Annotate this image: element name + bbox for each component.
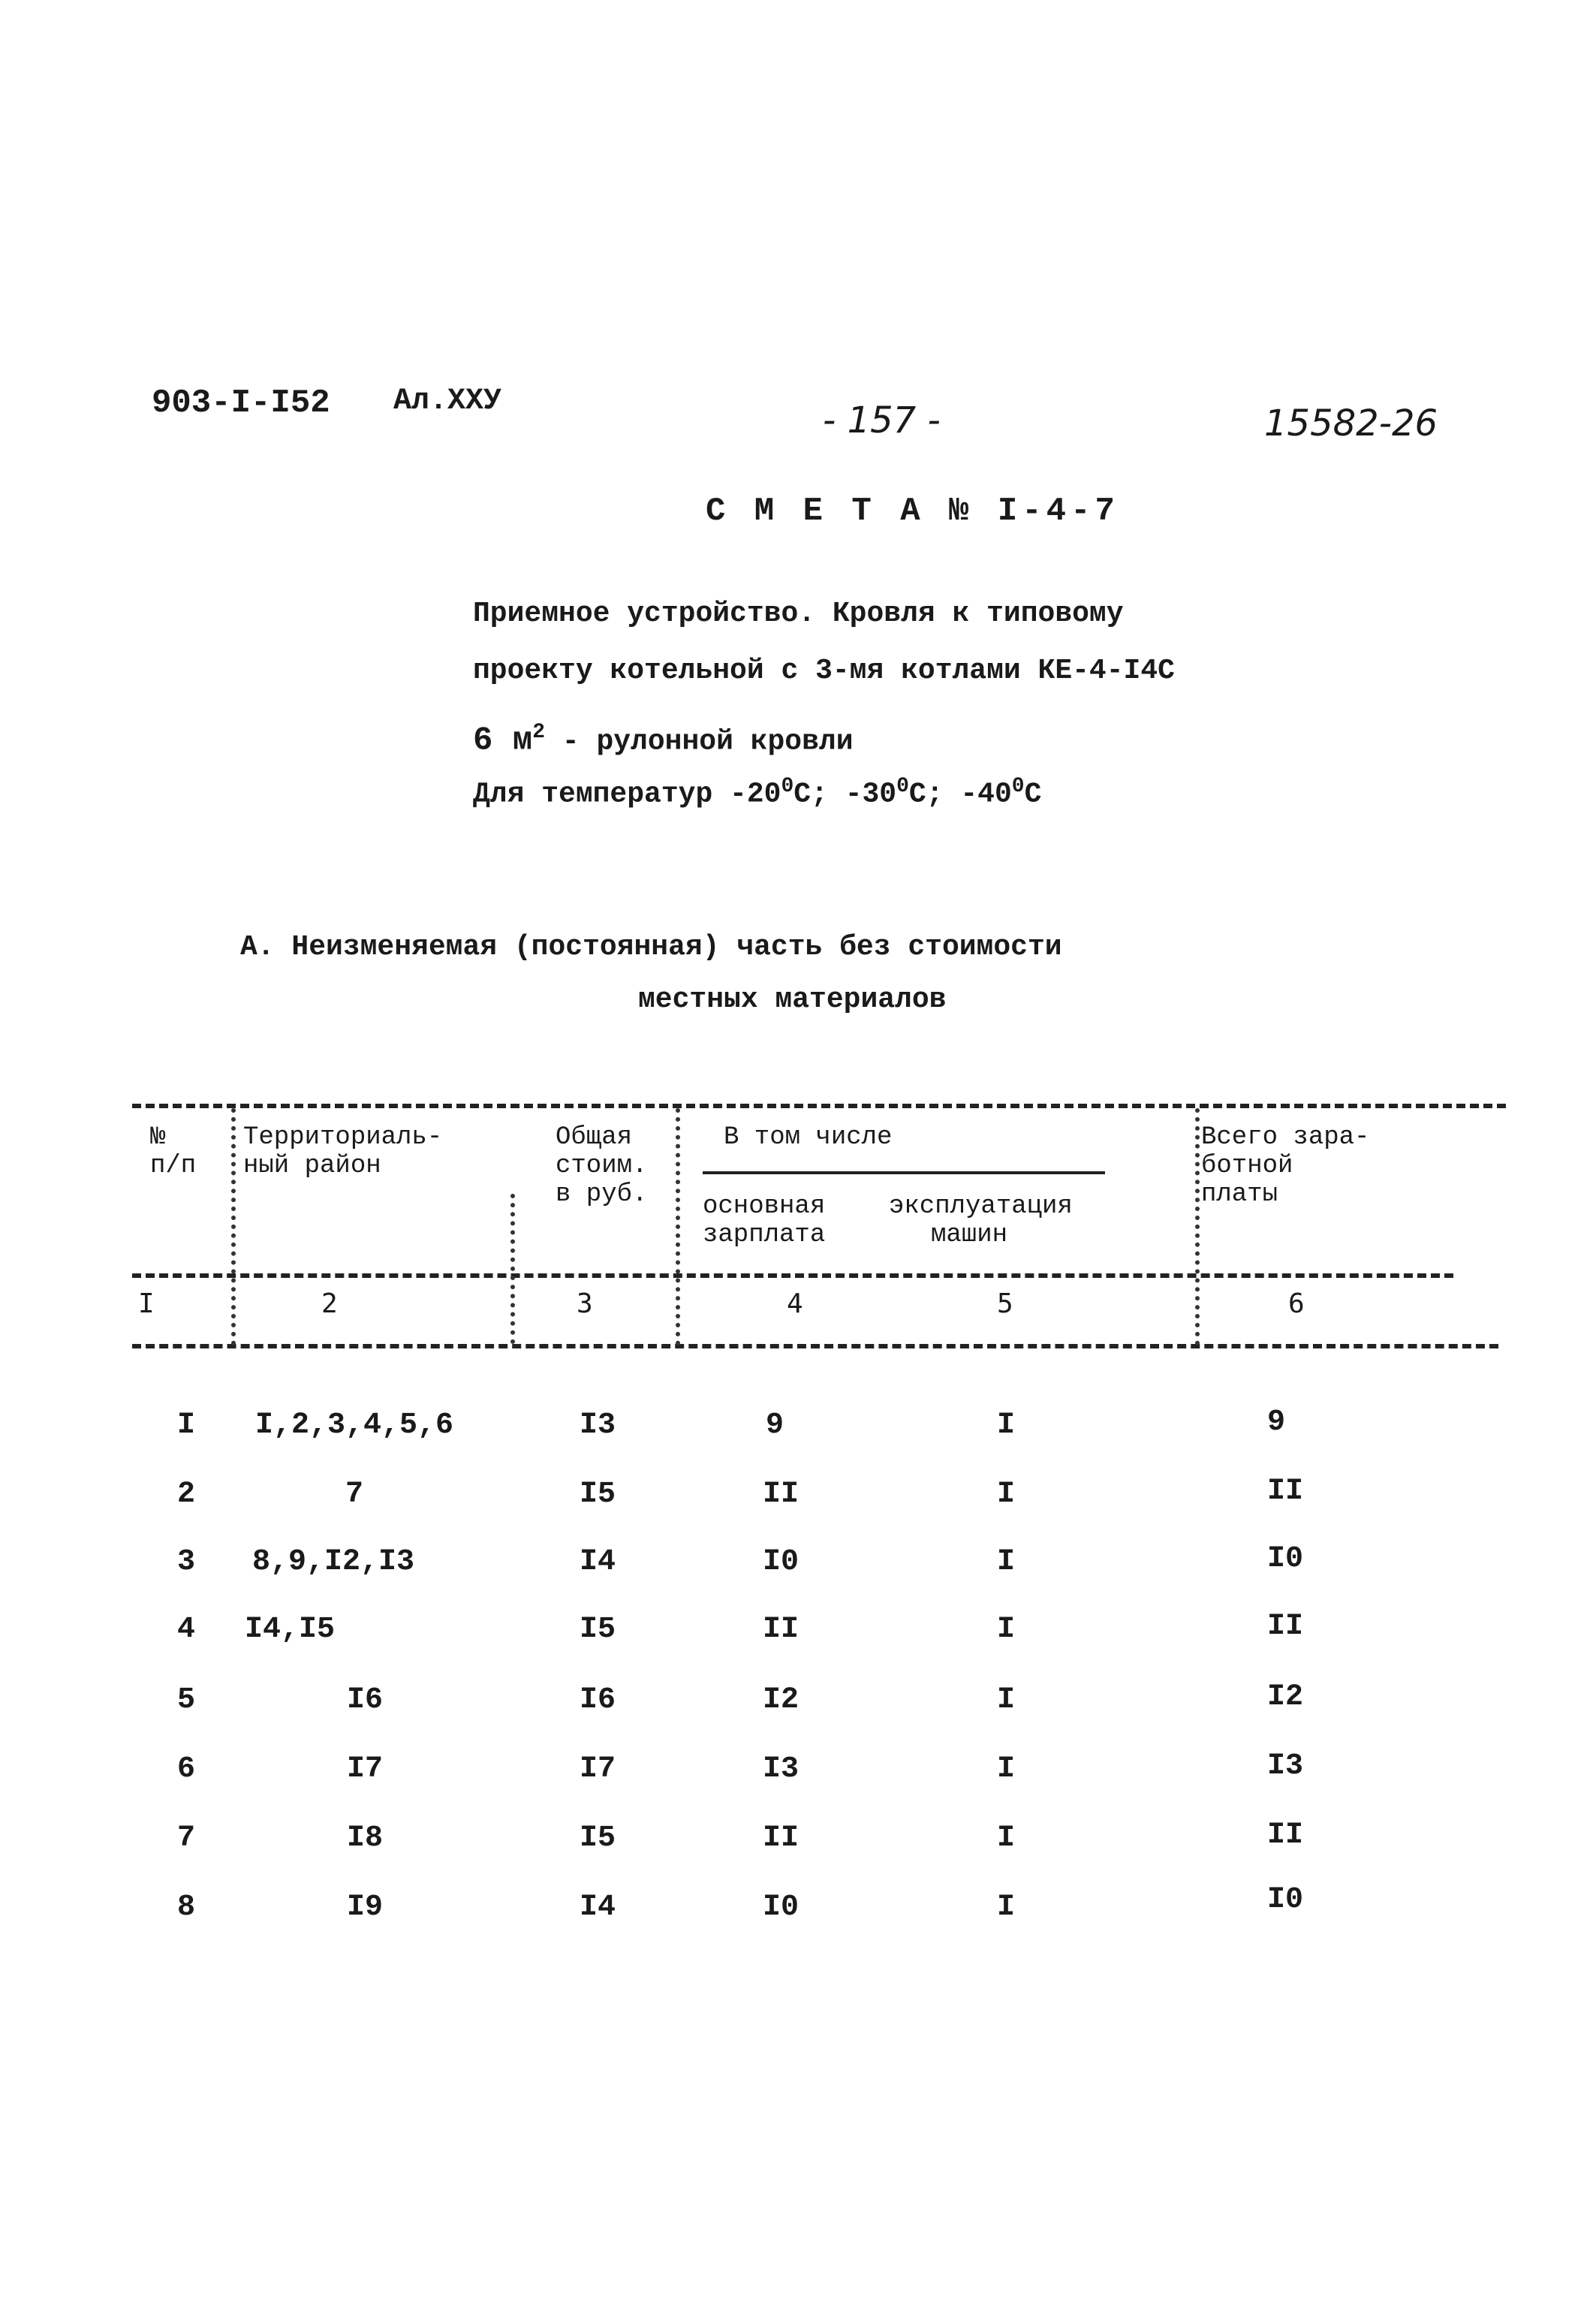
degree-sign: 0: [1011, 775, 1025, 798]
subtitle-line-4: [473, 775, 1041, 811]
table-row-4-number: 4: [176, 1613, 196, 1647]
column-number-top-rule: [132, 1273, 1453, 1278]
col-salary-header: основная зарплата: [703, 1192, 826, 1249]
subtitle-line-3: [473, 721, 854, 760]
table-row-8-number: 8: [176, 1891, 196, 1924]
subtitle-line-1: Приемное устройство. Кровля к типовому: [473, 598, 1124, 630]
table-row-6-machines: I: [996, 1752, 1016, 1786]
page-number: - 157 -: [823, 399, 941, 441]
table-row-2-number: 2: [176, 1478, 196, 1511]
column-number: 2: [321, 1288, 338, 1319]
area-unit-exponent: 2: [532, 721, 546, 744]
table-row-6-total: I7: [579, 1752, 616, 1786]
column-separator: [510, 1194, 515, 1344]
table-row-2-total: I5: [579, 1478, 616, 1511]
table-row-3-machines: I: [996, 1545, 1016, 1579]
table-row-8-machines: I: [996, 1891, 1016, 1924]
col-district-header: Территориаль- ный район: [243, 1123, 443, 1180]
col-group-header: В том числе: [724, 1123, 893, 1152]
table-row-7-district: I8: [346, 1821, 384, 1855]
temperature-label: Для температур -20: [473, 778, 781, 811]
table-row-6-number: 6: [176, 1752, 196, 1786]
column-number: 3: [577, 1288, 593, 1319]
table-row-8-wages: I0: [1266, 1883, 1304, 1917]
roof-type: - рулонной кровли: [545, 725, 854, 758]
table-row-1-number: I: [176, 1409, 196, 1442]
table-row-5-wages: I2: [1266, 1680, 1304, 1714]
table-row-1-district: I,2,3,4,5,6: [254, 1409, 454, 1442]
table-row-4-wages: II: [1266, 1610, 1304, 1644]
section-heading-cont: местных материалов: [638, 984, 947, 1016]
column-number: 5: [997, 1288, 1013, 1319]
col-number-header: № п/п: [150, 1123, 197, 1180]
table-row-1-salary: 9: [765, 1409, 784, 1442]
table-row-3-number: 3: [176, 1545, 196, 1579]
column-number: I: [138, 1288, 155, 1319]
header-subgroup-rule: [703, 1171, 1105, 1174]
table-row-5-machines: I: [996, 1683, 1016, 1717]
temperature-value: С; -40: [908, 778, 1012, 811]
table-row-4-machines: I: [996, 1613, 1016, 1647]
table-row-8-salary: I0: [762, 1891, 800, 1924]
section-heading: А. Неизменяемая (постоянная) часть без стоимости: [240, 931, 1062, 963]
album-number: Ал.XXУ: [393, 384, 502, 418]
table-row-7-wages: II: [1266, 1818, 1304, 1852]
table-row-3-district: 8,9,I2,I3: [251, 1545, 415, 1579]
table-row-6-salary: I3: [762, 1752, 800, 1786]
document-number: 15582-26: [1264, 402, 1438, 444]
temperature-unit: С: [1024, 778, 1042, 811]
table-row-3-wages: I0: [1266, 1542, 1304, 1576]
column-number: 6: [1288, 1288, 1305, 1319]
table-row-5-number: 5: [176, 1683, 196, 1717]
subtitle-line-2: проекту котельной с 3-мя котлами КЕ-4-I4С: [473, 655, 1175, 687]
table-header-bottom-rule: [132, 1344, 1498, 1348]
table-row-5-district: I6: [346, 1683, 384, 1717]
estimate-title: С М Е Т А № I-4-7: [706, 493, 1119, 530]
table-row-7-number: 7: [176, 1821, 196, 1855]
col-total-header: Общая стоим. в руб.: [556, 1123, 648, 1209]
table-row-5-salary: I2: [762, 1683, 800, 1717]
col-machines-header: эксплуатация машин: [889, 1192, 1073, 1249]
column-number: 4: [787, 1288, 803, 1319]
table-row-1-wages: 9: [1266, 1406, 1286, 1439]
table-row-1-total: I3: [579, 1409, 616, 1442]
table-row-7-total: I5: [579, 1821, 616, 1855]
area-value: 6 м: [473, 722, 533, 760]
degree-sign: 0: [781, 775, 794, 798]
column-separator: [231, 1108, 236, 1345]
table-row-7-salary: II: [762, 1821, 800, 1855]
col-wages-header: Всего зара- ботной платы: [1201, 1123, 1370, 1209]
temperature-value: С; -30: [793, 778, 897, 811]
degree-sign: 0: [896, 775, 909, 798]
table-row-4-total: I5: [579, 1613, 616, 1647]
table-row-2-machines: I: [996, 1478, 1016, 1511]
table-row-6-district: I7: [346, 1752, 384, 1786]
table-row-1-machines: I: [996, 1409, 1016, 1442]
table-row-6-wages: I3: [1266, 1749, 1304, 1783]
table-row-7-machines: I: [996, 1821, 1016, 1855]
table-row-8-total: I4: [579, 1891, 616, 1924]
table-row-3-total: I4: [579, 1545, 616, 1579]
table-row-2-wages: II: [1266, 1475, 1304, 1508]
table-top-rule: [132, 1104, 1506, 1108]
table-row-2-salary: II: [762, 1478, 800, 1511]
table-row-3-salary: I0: [762, 1545, 800, 1579]
table-row-8-district: I9: [346, 1891, 384, 1924]
table-row-5-total: I6: [579, 1683, 616, 1717]
column-separator: [1195, 1108, 1200, 1345]
column-separator: [676, 1108, 680, 1345]
project-code: 903-I-I52: [152, 384, 330, 422]
table-row-4-salary: II: [762, 1613, 800, 1647]
table-row-2-district: 7: [345, 1478, 364, 1511]
table-row-4-district: I4,I5: [244, 1613, 336, 1647]
